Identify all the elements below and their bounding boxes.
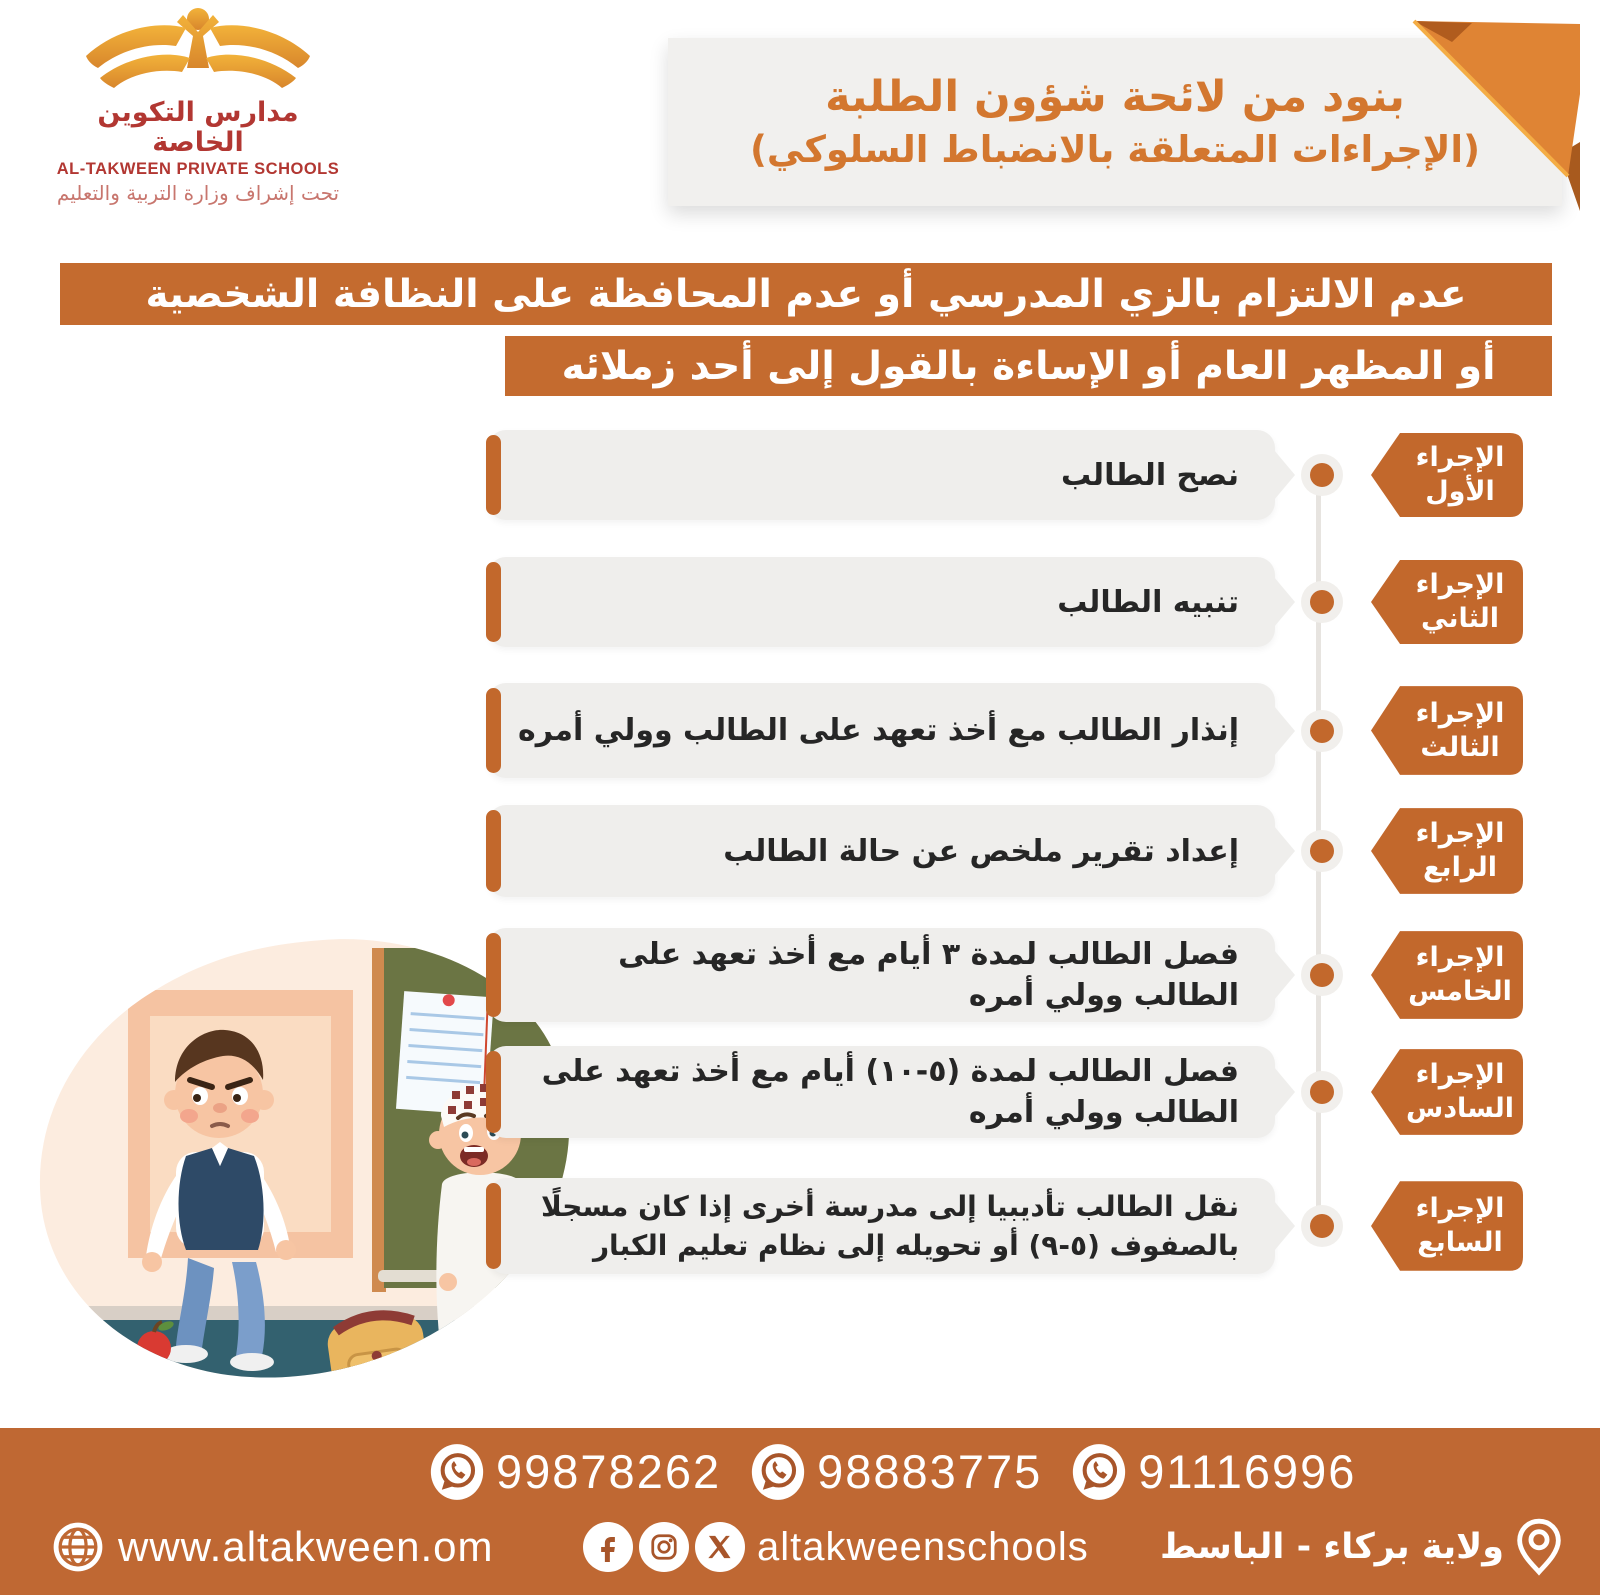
procedure-badge	[1368, 683, 1526, 778]
procedure-text: فصل الطالب لمدة ٣ أيام مع أخذ تعهد على الطالب وولي أمره	[618, 937, 1239, 1013]
timeline-dot	[1301, 1071, 1343, 1113]
timeline-dot	[1301, 954, 1343, 996]
location-pin-icon	[1514, 1518, 1564, 1576]
procedure-badge	[1368, 557, 1526, 647]
location-group	[1160, 1512, 1564, 1582]
procedure-box	[488, 430, 1275, 520]
violation-text-1: عدم الالتزام بالزي المدرسي أو عدم المحافظة على النظافة الشخصية	[145, 271, 1467, 317]
procedure-badge	[1368, 805, 1526, 897]
facebook-icon	[583, 1522, 633, 1572]
procedure-text: تنبيه الطالب	[1057, 584, 1239, 620]
badge-label: الإجراء السابع	[1415, 1193, 1505, 1258]
procedure-badge	[1368, 430, 1526, 520]
logo-title-en: AL-TAKWEEN PRIVATE SCHOOLS	[56, 160, 340, 178]
timeline-dot	[1301, 710, 1343, 752]
location-text: ولاية بركاء - الباسط	[1159, 1527, 1504, 1567]
phone-number: 98883775	[817, 1445, 1043, 1498]
procedure-row-2	[488, 557, 1528, 647]
social-handle: altakweenschools	[757, 1524, 1089, 1569]
procedure-box	[488, 805, 1275, 897]
badge-label: الإجراء السادس	[1405, 1059, 1515, 1124]
badge-label: الإجراء الخامس	[1408, 942, 1512, 1007]
page-subtitle: (الإجراءات المتعلقة بالانضباط السلوكي)	[750, 128, 1480, 171]
procedure-box	[488, 683, 1275, 778]
procedure-box	[488, 557, 1275, 647]
procedure-row-5	[488, 928, 1528, 1022]
timeline-dot	[1301, 830, 1343, 872]
procedure-text: نصح الطالب	[1061, 457, 1239, 493]
whatsapp-icon	[1072, 1443, 1126, 1501]
timeline-dot	[1301, 581, 1343, 623]
logo-book-icon	[73, 6, 323, 102]
phone-number: 99878262	[496, 1445, 722, 1498]
procedure-text: فصل الطالب لمدة (٥-١٠) أيام مع أخذ تعهد على الطالب وولي أمره	[541, 1054, 1239, 1130]
violation-text-2: أو المظهر العام أو الإساءة بالقول إلى أحد زملائه	[561, 343, 1496, 389]
procedure-text: نقل الطالب تأديبيا إلى مدرسة أخرى إذا كان مسجلًا بالصفوف (٥-٩) أو تحويله إلى نظام تعليم الكبار	[541, 1190, 1239, 1262]
procedure-row-4	[488, 805, 1528, 897]
social-group	[583, 1512, 1089, 1582]
procedure-badge	[1368, 928, 1526, 1022]
badge-label: الإجراء الرابع	[1415, 818, 1505, 883]
procedure-box	[488, 1178, 1275, 1274]
logo-title-ar: مدارس التكوين الخاصة	[97, 97, 299, 158]
timeline-dot	[1301, 454, 1343, 496]
procedure-row-3	[488, 683, 1528, 778]
procedure-row-7	[488, 1178, 1528, 1274]
procedure-row-1	[488, 430, 1528, 520]
procedure-box	[488, 1046, 1275, 1138]
footer	[0, 1428, 1600, 1595]
x-icon	[695, 1522, 745, 1572]
violation-banner-line1	[60, 263, 1552, 325]
procedure-text: إنذار الطالب مع أخذ تعهد على الطالب وولي أمره	[518, 713, 1239, 748]
corner-ribbon-icon	[1402, 6, 1586, 216]
violation-banner-line2	[505, 336, 1552, 396]
timeline-dot	[1301, 1205, 1343, 1247]
procedure-text: إعداد تقرير ملخص عن حالة الطالب	[723, 833, 1239, 869]
website-group	[52, 1512, 493, 1582]
whatsapp-icon	[430, 1443, 484, 1501]
procedure-badge	[1368, 1178, 1526, 1274]
procedure-row-6	[488, 1046, 1528, 1138]
logo-tagline: تحت إشراف وزارة التربية والتعليم	[56, 181, 340, 205]
badge-label: الإجراء الثاني	[1415, 569, 1505, 634]
footer-bottom-row	[0, 1512, 1600, 1582]
instagram-icon	[639, 1522, 689, 1572]
school-logo	[48, 6, 348, 206]
phone-list	[430, 1442, 1356, 1502]
phone-group	[430, 1442, 721, 1502]
phone-group	[1072, 1442, 1356, 1502]
badge-label: الإجراء الأول	[1415, 442, 1505, 507]
phone-number: 91116996	[1138, 1445, 1357, 1498]
website-url: www.altakween.om	[118, 1523, 494, 1570]
procedure-badge	[1368, 1046, 1526, 1138]
page-title: بنود من لائحة شؤون الطلبة	[825, 72, 1405, 122]
globe-icon	[52, 1521, 104, 1573]
badge-label: الإجراء الثالث	[1415, 697, 1505, 763]
procedure-box	[488, 928, 1275, 1022]
whatsapp-icon	[751, 1443, 805, 1501]
phone-group	[751, 1442, 1042, 1502]
